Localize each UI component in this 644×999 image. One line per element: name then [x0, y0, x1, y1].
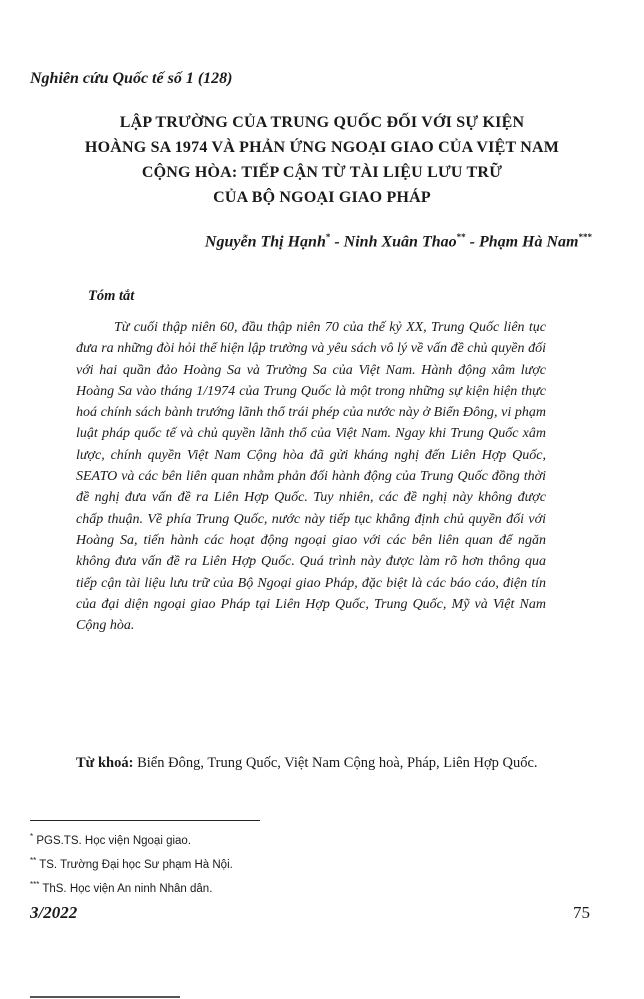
footnote — [30, 851, 233, 875]
issue-label: 3/2022 — [30, 903, 78, 922]
footnote — [30, 827, 233, 851]
abstract-heading: Tóm tắt — [88, 288, 135, 304]
author-mark: ** — [456, 232, 466, 242]
title-line: CỦA BỘ NGOẠI GIAO PHÁP — [213, 189, 431, 206]
author-list — [205, 232, 592, 251]
author-name: Phạm Hà Nam — [478, 233, 579, 251]
footnote-mark: * — [30, 832, 34, 841]
author-separator: - — [465, 233, 479, 251]
author-mark: * — [325, 232, 331, 242]
footnote-divider — [30, 820, 260, 821]
footnote — [30, 875, 233, 899]
title-line: LẬP TRƯỜNG CỦA TRUNG QUỐC ĐỐI VỚI SỰ KIỆN — [119, 114, 525, 131]
keywords-label: Từ khoá: — [76, 755, 134, 771]
abstract-body: Từ cuối thập niên 60, đầu thập niên 70 của thế kỷ XX, Trung Quốc liên tục đưa ra những đòi hỏi thể hiện lập trường và yêu sách vô lý về vấn đề chủ quyền đối với hai quần đảo Hoàng Sa và Trường Sa của Việt Nam. Hành động xâm lược Hoàng Sa vào tháng 1/1974 của Trung Quốc là một trong những sự kiện hiện thực hoá chính sách bành trướng lãnh thổ trái phép của nước này ở Biển Đông, vi phạm luật pháp quốc tế và chủ quyền lãnh thổ của Việt Nam. Ngay khi Trung Quốc xâm lược, chính quyền Việt Nam Cộng hòa đã gửi kháng nghị đến Liên Hợp Quốc, SEATO và các bên liên quan nhằm phản đối hành động của Trung Quốc đồng thời đề nghị đưa vấn đề ra Liên Hợp Quốc. Tuy nhiên, các đề nghị này không được chấp thuận. Về phía Trung Quốc, nước này tiếp tục khẳng định chủ quyền đối với Hoàng Sa, tiến hành các hoạt động ngoại giao với các bên liên quan để ngăn không đưa vấn đề ra Liên Hợp Quốc. Quá trình này được làm rõ hơn thông qua tiếp cận tài liệu lưu trữ của Bộ Ngoại giao Pháp, đặc biệt là các báo cáo, điện tín của đại diện ngoại giao Pháp tại Liên Hợp Quốc, Trung Quốc, Mỹ và Việt Nam Cộng hòa. — [76, 320, 546, 634]
running-head: Nghiên cứu Quốc tế số 1 (128) — [30, 70, 233, 87]
footnote-text: ThS. Học viện An ninh Nhân dân. — [42, 882, 213, 895]
author-name: Nguyễn Thị Hạnh — [204, 233, 326, 251]
footnotes — [30, 827, 233, 898]
footnote-mark: ** — [30, 855, 37, 865]
page-number: 75 — [573, 903, 590, 922]
keywords — [76, 751, 546, 776]
author-name: Ninh Xuân Thao — [343, 233, 457, 251]
footnote-text: PGS.TS. Học viện Ngoại giao. — [36, 834, 192, 847]
author-mark: *** — [578, 232, 592, 242]
article-title — [40, 110, 604, 210]
title-line: CỘNG HÒA: TIẾP CẬN TỪ TÀI LIỆU LƯU TRỮ — [141, 164, 503, 181]
footnote-text: TS. Trường Đại học Sư phạm Hà Nội. — [39, 858, 233, 871]
keywords-text: Biển Đông, Trung Quốc, Việt Nam Cộng hoà, Pháp, Liên Hợp Quốc. — [137, 755, 538, 771]
footnote-mark: *** — [30, 879, 40, 889]
author-separator: - — [330, 233, 344, 251]
scan-edge-mark — [30, 996, 180, 998]
title-line: HOÀNG SA 1974 VÀ PHẢN ỨNG NGOẠI GIAO CỦA VIỆT NAM — [84, 139, 560, 156]
